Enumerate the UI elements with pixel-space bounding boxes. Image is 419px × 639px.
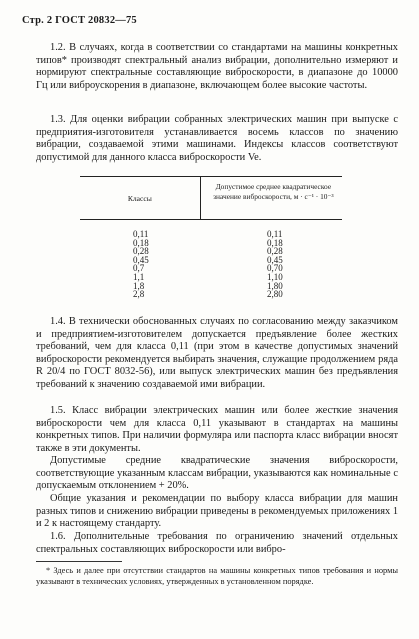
value-cell: 0,11	[267, 229, 283, 239]
page-header: Стр. 2 ГОСТ 20832—75	[22, 15, 137, 26]
column-header-velocity: Допустимое среднее квадратическое значение виброскорости, м · с⁻¹ · 10⁻³	[200, 177, 342, 219]
paragraph-1-5: 1.5. Класс вибрации электрических машин или более жесткие значения виброскорости чем для класса 0,11 указывают в стандартах на машины конкретных типов. При наличии формуляра или паспорта класс вибрации вносят также в эти документы.	[36, 405, 398, 454]
class-cell: 1,8	[133, 280, 145, 291]
value-cell: 0,70	[267, 263, 283, 274]
vibration-classes-table	[80, 176, 342, 299]
column-header-classes: Классы	[127, 193, 152, 203]
value-cell: 0,45	[267, 254, 283, 265]
value-cell: 2,80	[267, 289, 283, 300]
paragraph-1-6: 1.6. Дополнительные требования по ограничению значений отдельных спектральных составляющих виброскорости или вибро-	[36, 531, 398, 555]
class-cell: 2,8	[133, 289, 145, 300]
class-cell: 1,1	[133, 271, 145, 282]
paragraph-1-2: 1.2. В случаях, когда в соответствии со стандартами на машины конкретных типов* производят спектральный анализ вибрации, дополнительно измеряют и нормируют спектральные составляющие виброскорости, в диапазоне до 10000 Гц или виброускорения в диапазоне, включающем более высокие частоты.	[36, 42, 398, 91]
class-cell: 0,45	[133, 254, 149, 265]
table-body	[80, 220, 342, 299]
table-header	[80, 176, 342, 220]
values-column	[211, 230, 342, 299]
value-cell: 0,18	[267, 237, 283, 248]
paragraph-tolerance: Допустимые средние квадратические значения виброскорости, соответствующие указанным классам вибрации, указываются как номинальные с допускаемым отклонением + 20%.	[36, 455, 398, 492]
classes-column	[80, 230, 211, 299]
class-cell: 0,7	[133, 263, 145, 274]
footnote-divider	[36, 561, 122, 562]
value-cell: 0,28	[267, 246, 283, 257]
paragraph-1-3: 1.3. Для оценки вибрации собранных электрических машин при выпуске с предприятия-изготовителя устанавливается восемь классов по значению вибрации, создаваемой этими машинами. Индексы классов соответствуют допустимой для данного класса виброскорости Ve.	[36, 114, 398, 163]
value-cell: 1,80	[267, 280, 283, 291]
class-cell: 0,28	[133, 246, 149, 257]
class-cell: 0,11	[133, 229, 149, 239]
paragraph-recommendations: Общие указания и рекомендации по выбору класса вибрации для машин разных типов и снижению вибрации приведены в рекомендуемых приложениях 1 и 2 к настоящему стандарту.	[36, 493, 399, 530]
value-cell: 1,10	[267, 271, 283, 282]
paragraph-1-4: 1.4. В технически обоснованных случаях по согласованию между заказчиком и предприятием-изготовителем допускается предъявление более жестких требований, чем для класса 0,11 (при этом в качестве допустимых значений виброскорости рекомендуется выбирать значения, служащие продолжением ряда R 20/4 по ГОСТ 8032-56), или выпуск электрических машин без предъявления требований к значению создаваемой ими вибрации.	[36, 316, 398, 390]
class-cell: 0,18	[133, 237, 149, 248]
footnote: * Здесь и далее при отсутствии стандартов на машины конкретных типов требования и нормы указывают в технических условиях, утвержденных в установленном порядке.	[36, 566, 398, 586]
